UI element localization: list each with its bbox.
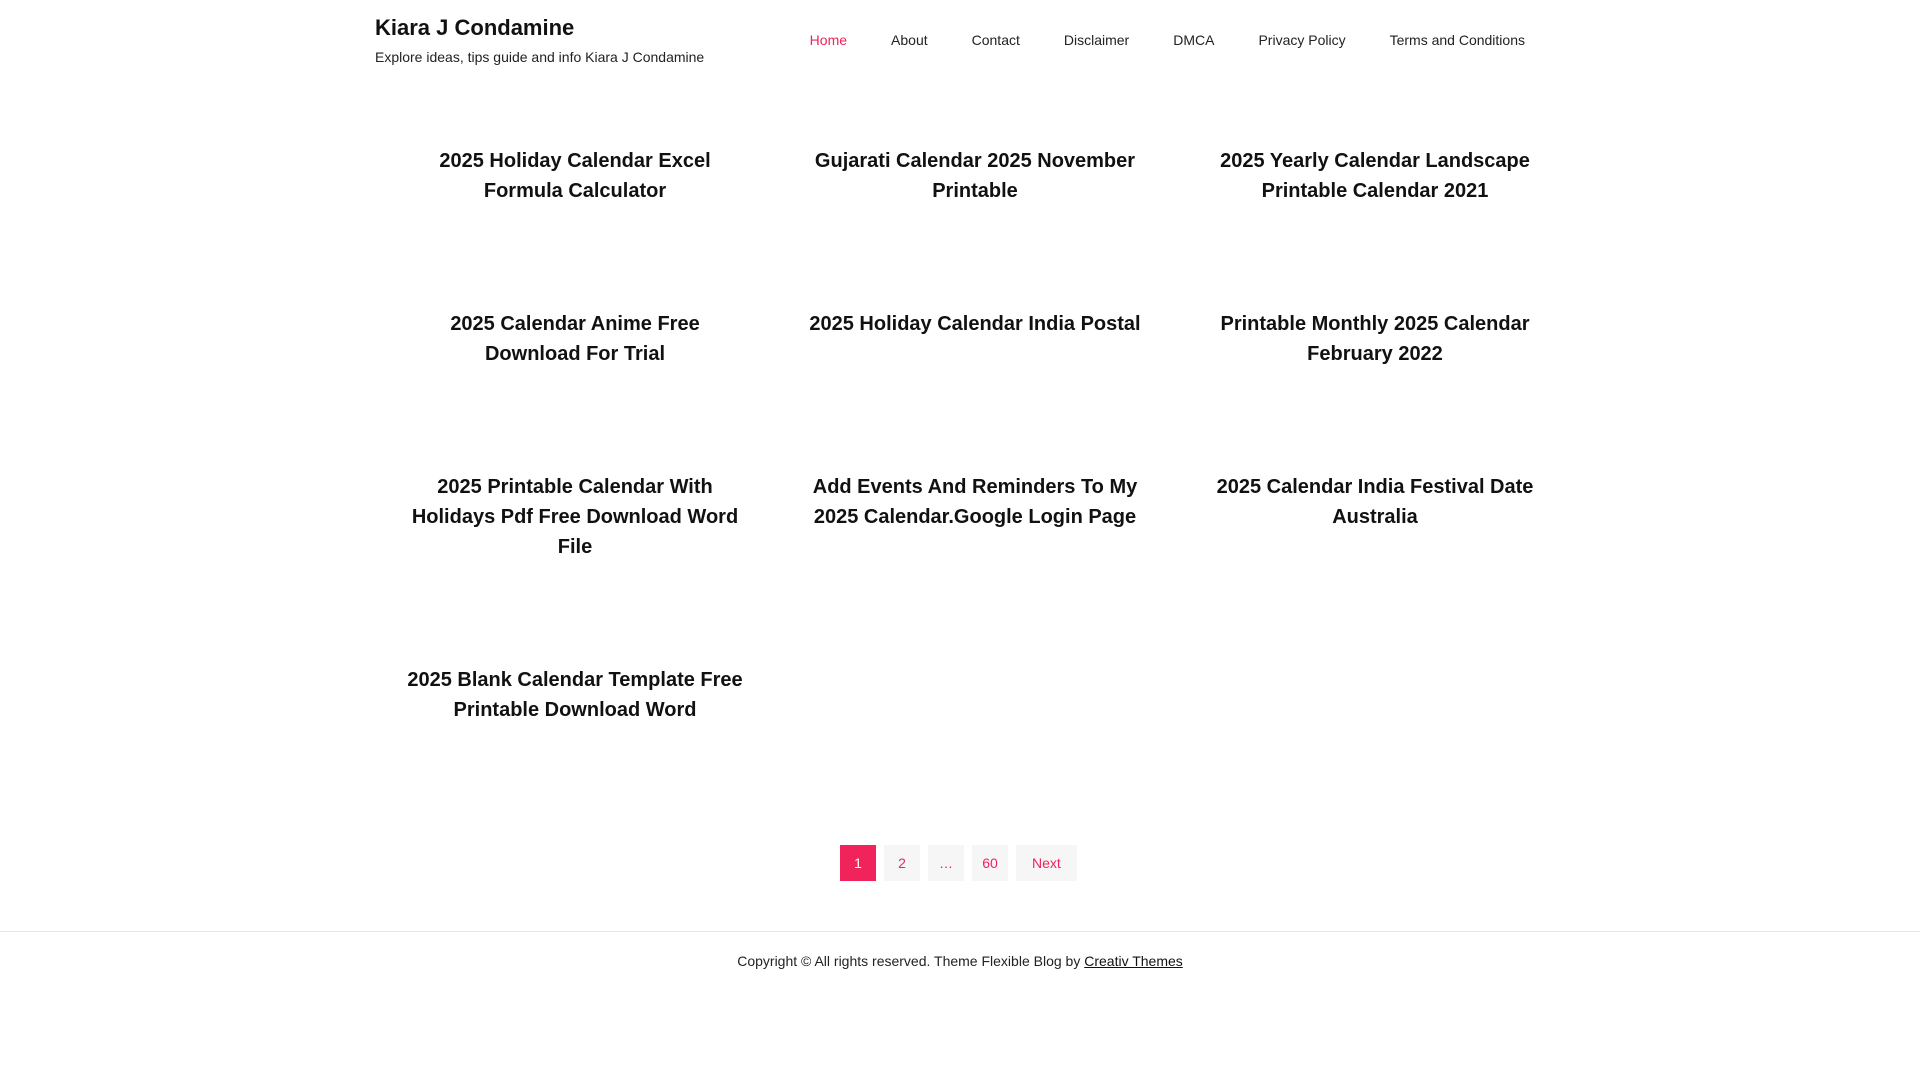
page-link-last[interactable]: 60 — [972, 845, 1008, 881]
post-title-link[interactable]: 2025 Holiday Calendar Excel Formula Calculator — [439, 150, 711, 202]
post-card — [375, 472, 775, 665]
post-title-link[interactable]: 2025 Calendar Anime Free Download For Trial — [450, 313, 700, 365]
post-card — [375, 665, 775, 858]
footer-divider — [0, 931, 1920, 932]
post-card — [375, 146, 775, 309]
next-page-button[interactable]: Next — [1016, 845, 1077, 881]
site-title[interactable]: Kiara J Condamine — [375, 15, 575, 40]
post-card — [775, 146, 1175, 309]
post-card — [775, 309, 1175, 472]
copyright-text: Copyright © All rights reserved. Theme Flexible Blog by — [737, 953, 1085, 969]
page-ellipsis: … — [928, 845, 964, 881]
theme-author-link[interactable]: Creativ Themes — [1084, 953, 1183, 969]
main-navigation — [766, 30, 1525, 50]
post-title-link[interactable]: Add Events And Reminders To My 2025 Calendar.Google Login Page — [812, 476, 1138, 528]
post-title-link[interactable]: 2025 Calendar India Festival Date Australia — [1216, 476, 1534, 528]
post-title-link[interactable]: 2025 Holiday Calendar India Postal — [809, 313, 1141, 335]
nav-item-disclaimer[interactable]: Disclaimer — [1063, 32, 1130, 48]
post-grid — [375, 146, 1545, 858]
page-current: 1 — [840, 845, 876, 881]
post-title-link[interactable]: Gujarati Calendar 2025 November Printable — [814, 150, 1136, 202]
post-title-link[interactable]: 2025 Printable Calendar With Holidays Pdf Free Download Word File — [411, 476, 739, 558]
nav-item-dmca[interactable]: DMCA — [1173, 32, 1215, 48]
post-title-link[interactable]: 2025 Yearly Calendar Landscape Printable Calendar 2021 — [1220, 150, 1530, 202]
nav-item-privacy-policy[interactable]: Privacy Policy — [1258, 32, 1346, 48]
post-title-link[interactable]: 2025 Blank Calendar Template Free Printable Download Word — [407, 669, 743, 721]
post-card — [375, 309, 775, 472]
post-card — [775, 472, 1175, 665]
page-link-2[interactable]: 2 — [884, 845, 920, 881]
pagination — [840, 845, 1085, 881]
nav-item-home[interactable]: Home — [809, 32, 848, 48]
nav-item-contact[interactable]: Contact — [971, 32, 1020, 48]
post-card — [1175, 472, 1575, 665]
branding — [375, 14, 704, 66]
post-title-link[interactable]: Printable Monthly 2025 Calendar February 2022 — [1220, 313, 1530, 365]
site-footer — [0, 952, 1920, 970]
site-description: Explore ideas, tips guide and info Kiara J Condamine — [375, 49, 705, 65]
site-header — [375, 0, 1525, 80]
post-card — [1175, 146, 1575, 309]
nav-item-terms-and-conditions[interactable]: Terms and Conditions — [1389, 32, 1525, 48]
post-card — [1175, 309, 1575, 472]
nav-item-about[interactable]: About — [891, 32, 928, 48]
